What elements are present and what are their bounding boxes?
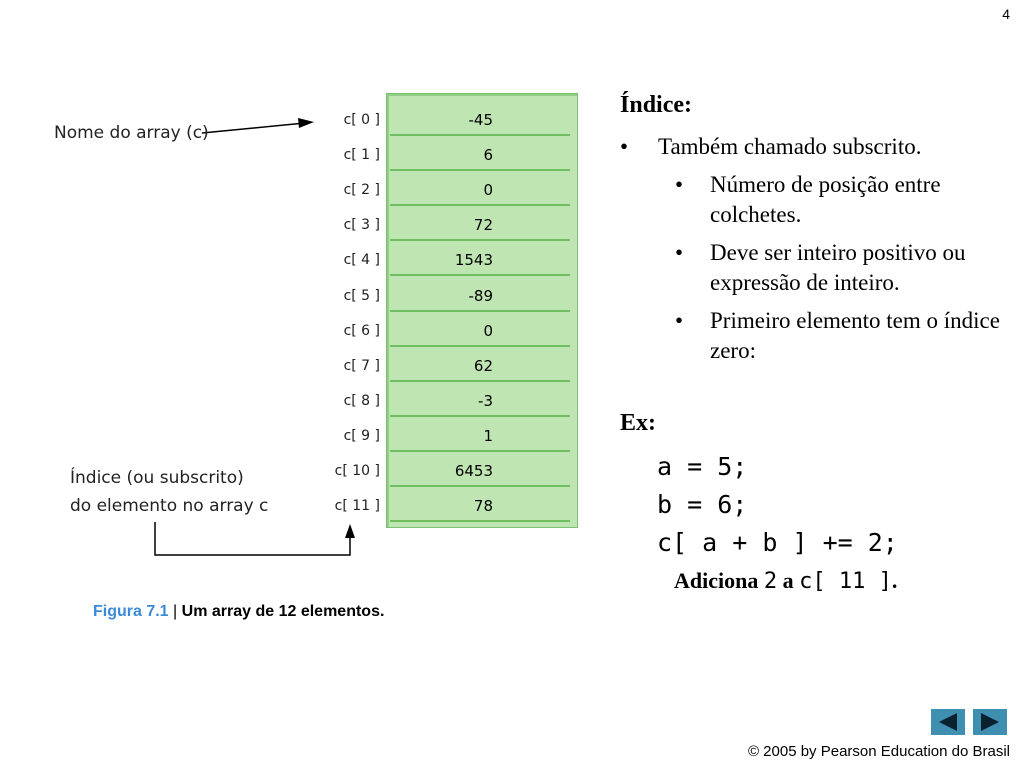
copyright: © 2005 by Pearson Education do Brasil: [747, 743, 1010, 760]
bullet-1: • Também chamado subscrito.: [620, 132, 1020, 162]
figure-caption: [93, 603, 384, 621]
array-index-label: c[ 8 ]: [343, 392, 380, 409]
array-index-label: c[ 11 ]: [334, 498, 380, 515]
page-number: 4: [1002, 6, 1010, 22]
adiciona-end: .: [891, 568, 898, 593]
adiciona-target: c[ 11 ]: [799, 569, 892, 594]
index-annotation-line1: Índice (ou subscrito): [70, 468, 244, 488]
adiciona-num: 2: [763, 569, 778, 594]
array-cell-value: -45: [390, 104, 570, 136]
adiciona-note: [674, 568, 897, 594]
array-cell-value: 1543: [390, 244, 570, 276]
array-name-annotation: Nome do array (c): [54, 123, 209, 143]
array-cell-value: 62: [390, 350, 570, 382]
previous-slide-button[interactable]: [931, 709, 965, 735]
array-index-label: c[ 2 ]: [343, 182, 380, 199]
array-index-label: c[ 9 ]: [343, 427, 380, 444]
array-cell-value: 0: [390, 174, 570, 206]
indice-title: Índice:: [620, 92, 692, 118]
caption-text: Um array de 12 elementos.: [181, 603, 385, 620]
array-cell-value: 0: [390, 315, 570, 347]
adiciona-pre: Adiciona: [674, 568, 759, 593]
array-index-label: c[ 4 ]: [343, 252, 380, 269]
array-index-label: c[ 3 ]: [343, 217, 380, 234]
array-index-label: c[ 7 ]: [343, 357, 380, 374]
sub-bullet-2: • Deve ser inteiro positivo ou expressão de inteiro.: [620, 238, 1020, 298]
caption-separator: |: [173, 603, 178, 620]
next-slide-button[interactable]: [973, 709, 1007, 735]
array-cell-value: 1: [390, 420, 570, 452]
array-cell-value: 6: [390, 139, 570, 171]
array-index-label: c[ 1 ]: [343, 147, 380, 164]
arrow-right-icon: [973, 709, 1007, 735]
sub-bullet-3: • Primeiro elemento tem o índice zero:: [620, 306, 1020, 366]
arrow-left-icon: [931, 709, 965, 735]
array-index-label: c[ 5 ]: [343, 287, 380, 304]
array-index-label: c[ 0 ]: [343, 112, 380, 128]
array-cell-value: 6453: [390, 455, 570, 487]
array-cell-value: -3: [390, 385, 570, 417]
code-line-1: a = 5;: [657, 452, 748, 481]
example-title: Ex:: [620, 410, 656, 436]
code-line-2: b = 6;: [657, 490, 748, 519]
array-cell-value: 78: [390, 490, 570, 522]
array-index-label: c[ 10 ]: [334, 463, 380, 479]
caption-number: Figura 7.1: [93, 603, 169, 620]
code-line-3: c[ a + b ] += 2;: [657, 528, 898, 557]
adiciona-mid: a: [782, 568, 794, 593]
array-index-label: c[ 6 ]: [343, 322, 380, 339]
indice-bullets: [620, 130, 1020, 374]
index-annotation-line2: do elemento no array c: [70, 496, 269, 516]
array-cell-value: -89: [390, 280, 570, 312]
sub-bullet-1: • Número de posição entre colchetes.: [620, 170, 1020, 230]
array-cell-value: 72: [390, 209, 570, 241]
